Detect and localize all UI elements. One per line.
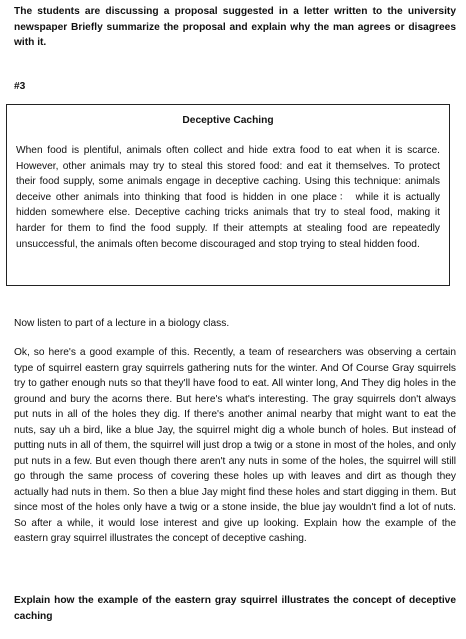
task-prompt: The students are discussing a proposal suggested in a letter written to the university newspaper Briefly summarize the proposal and explain why the man agrees or disagrees with it. xyxy=(14,6,456,48)
reading-passage-box xyxy=(6,104,450,286)
lecture-intro: Now listen to part of a lecture in a biology class. xyxy=(14,318,230,329)
question-number: #3 xyxy=(14,81,26,92)
question-prompt: Explain how the example of the eastern gray squirrel illustrates the concept of deceptive caching xyxy=(14,595,456,622)
reading-body: When food is plentiful, animals often collect and hide extra food to eat when it is scarce. However, other animals may try to steal this stored food: and eat it themselves. To protect their food supply, some animals engage in deceptive caching. Using this technique: animals deceive other animals into thinking that food is hidden in one place： while it is actually hidden somewhere else. Deceptive caching tricks animals that try to steal food, making it harder for them to find the food supply. If their attempts at stealing food are repeatedly unsuccessful, the animals often become discouraged and stop trying to steal hidden food. xyxy=(16,145,440,250)
lecture-transcript: Ok, so here's a good example of this. Recently, a team of researchers was observing a certain type of squirrel eastern gray squirrels gathering nuts for the winter. And Of Course Gray squirrels try to gather enough nuts so that they'll have food to eat. All winter long, And They dig holes in the ground and bury the acorns there. But here's what's interesting. The gray squirrels don't always put nuts in all of the holes they dig. If there's another animal nearby that might want to eat the nuts, say uh a bird, like a blue Jay, the squirrel might dig a whole bunch of holes. But instead of putting nuts in all of them, the squirrel will just drop a twig or a stone in most of the holes, and only put nuts in a few. But even though there aren't any nuts in some of the holes, the squirrel will still go through the same process of covering these holes up with leaves and dirt as though they actually had nuts in them. So then a blue Jay might find these holes and start digging in them. But since most of the holes only have a twig or a stone inside, the blue jay wouldn't find a lot of nuts. So after a while, it would lose interest and give up looking. Explain how the example of the eastern gray squirrel illustrates the concept of deceptive cashing. xyxy=(14,347,456,544)
reading-title: Deceptive Caching xyxy=(182,115,274,126)
